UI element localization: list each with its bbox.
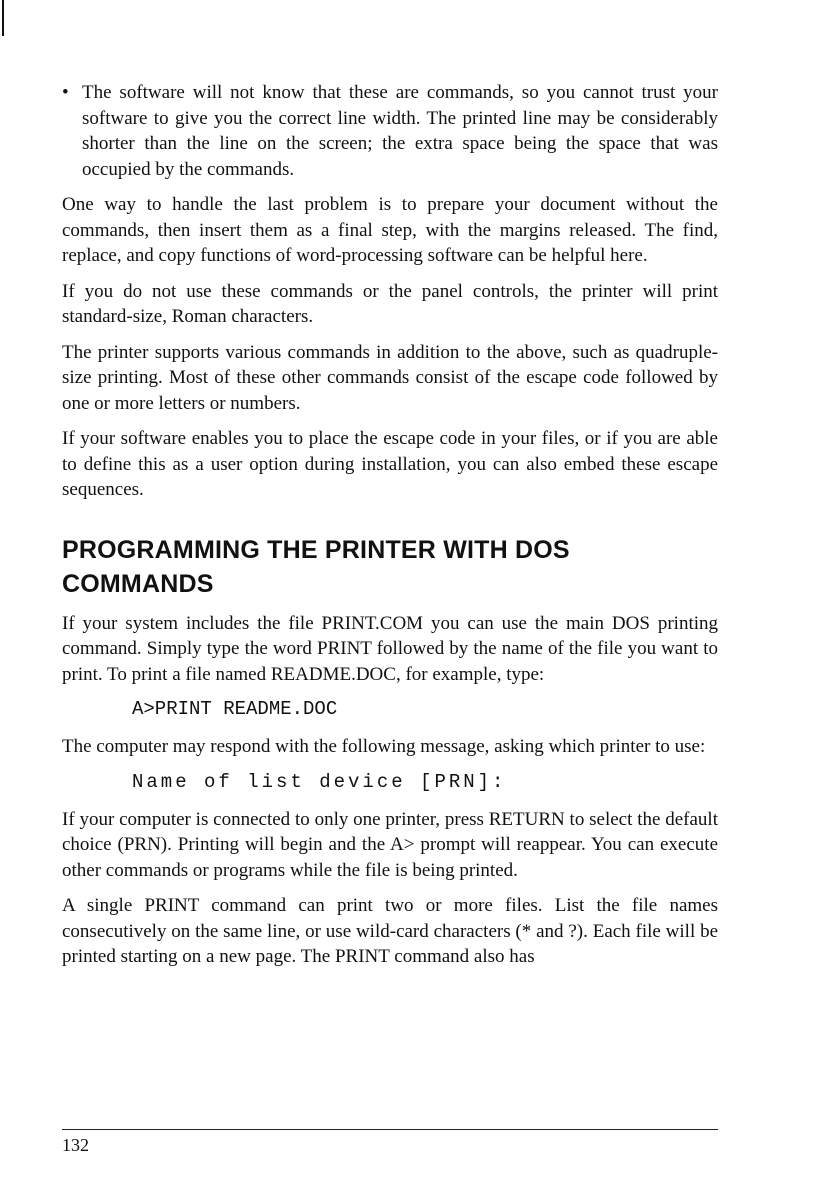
paragraph-computer-response: The computer may respond with the following message, asking which printer to use:	[62, 736, 706, 757]
paragraph-margins: One way to handle the last problem is to prepare your document without the commands, then insert them as a final step, with the margins released. The find, replace, and copy functions of word-processing software can be helpful here.	[62, 194, 718, 266]
paragraph-multiple-files: A single PRINT command can print two or more files. List the file names consecutively on the same line, or use wild-card characters (* and ?). Each file will be printed starting on a new page. The PRINT command also has	[62, 895, 718, 967]
paragraph-print-com: If your system includes the file PRINT.COM you can use the main DOS printing command. Simply type the word PRINT followed by the name of the file you want to print. To print a file named README.DOC, for example, type:	[62, 612, 718, 685]
page-number: 132	[62, 1135, 89, 1155]
footer-rule	[62, 1129, 718, 1130]
paragraph-escape-sequences: If your software enables you to place the escape code in your files, or if you are able to define this as a user option during installation, you can also embed these escape sequences.	[62, 428, 718, 500]
bullet-text: The software will not know that these are commands, so you cannot trust your software to give you the correct line width. The printed line may be considerably shorter than the line on the screen; the extra space being the space that was occupied by the commands.	[82, 82, 718, 180]
paragraph-default-characters: If you do not use these commands or the panel controls, the printer will print standard-size, Roman characters.	[62, 280, 718, 327]
scan-edge-mark	[2, 0, 4, 36]
section-heading: PROGRAMMING THE PRINTER WITH DOS COMMANDS	[62, 535, 570, 598]
bullet-item	[62, 80, 718, 182]
code-print-command: A>PRINT README.DOC	[132, 698, 338, 720]
page-body	[62, 80, 718, 980]
paragraph-other-commands: The printer supports various commands in addition to the above, such as quadruple-size printing. Most of these other commands consist of the escape code followed by one or more letters or numbers.	[62, 341, 718, 414]
paragraph-return-key: If your computer is connected to only one printer, press RETURN to select the default choice (PRN). Printing will begin and the A> prompt will reappear. You can execute other commands or programs while the file is being printed.	[62, 808, 718, 881]
code-list-device-prompt: Name of list device [PRN]:	[132, 770, 507, 793]
bullet-marker: •	[62, 82, 69, 103]
